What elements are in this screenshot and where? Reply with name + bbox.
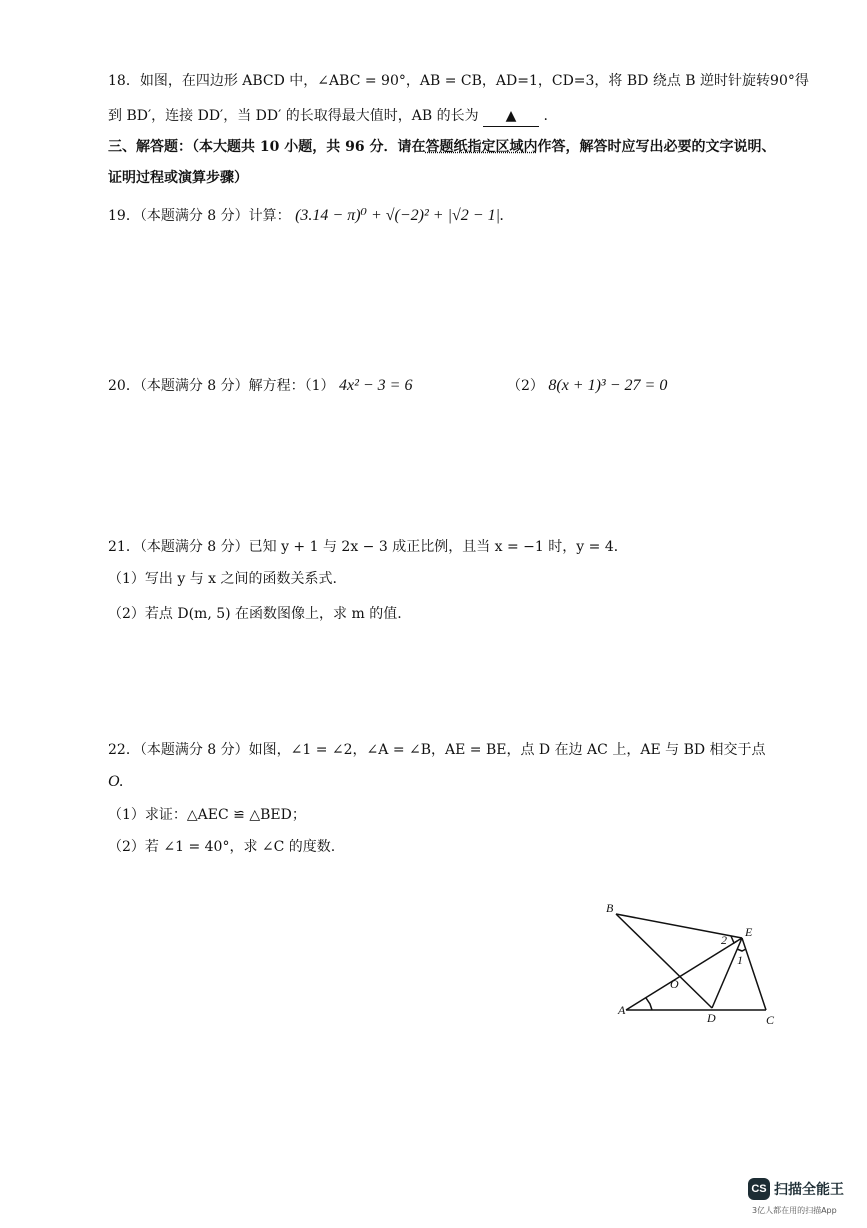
camscanner-logo: CS xyxy=(748,1178,770,1200)
q18-answer-blank: ▲ xyxy=(483,106,539,127)
label-angle-2: 2 xyxy=(721,933,727,947)
q20-equation-2: 8(x + 1)³ − 27 = 0 xyxy=(548,377,668,394)
q18-line2-end: . xyxy=(543,108,548,124)
section3-heading-line1 xyxy=(108,137,775,157)
angle-1-arc xyxy=(737,949,746,951)
label-angle-1: 1 xyxy=(737,953,743,967)
segment-BD xyxy=(616,914,712,1008)
q22-stem: 22．（本题满分 8 分）如图，∠1 = ∠2，∠A = ∠B，AE = BE，点 D 在边 AC 上，AE 与 BD 相交于点 xyxy=(108,742,766,758)
q22-stem-cont: O. xyxy=(108,773,124,790)
q20-part1 xyxy=(108,376,412,396)
q20-part2-label: （2） xyxy=(507,378,544,394)
q20-part2 xyxy=(507,376,667,396)
camscanner-app-name: 扫描全能王 xyxy=(774,1182,844,1198)
camscanner-tagline: 3亿人都在用的扫描App xyxy=(752,1206,837,1215)
section3-heading-dotted: 答题纸指定区域内 xyxy=(425,139,538,155)
label-B: B xyxy=(606,901,614,915)
label-O: O xyxy=(670,977,679,991)
label-E: E xyxy=(745,925,753,939)
q19-label: 19．（本题满分 8 分）计算： xyxy=(108,208,291,224)
angle-A-arc xyxy=(646,998,652,1010)
q21-stem: 21．（本题满分 8 分）已知 y + 1 与 2x − 3 成正比例，且当 x = −1 时，y = 4． xyxy=(108,539,628,555)
q18-line2-text: 到 BD′，连接 DD′，当 DD′ 的长取得最大值时，AB 的长为 xyxy=(108,108,479,124)
q20-equation-1: 4x² − 3 = 6 xyxy=(338,377,413,394)
q19 xyxy=(108,206,504,226)
q22-geometry-figure xyxy=(600,898,790,1028)
q22-part1: （1）求证：△AEC ≌ △BED； xyxy=(108,807,306,823)
q22-part2: （2）若 ∠1 = 40°，求 ∠C 的度数. xyxy=(108,839,336,855)
q21-part1: （1）写出 y 与 x 之间的函数关系式. xyxy=(108,571,337,587)
q20-label: 20．（本题满分 8 分）解方程：（1） xyxy=(108,378,335,394)
segment-AE xyxy=(626,938,742,1010)
label-A: A xyxy=(618,1003,626,1017)
q18-line2 xyxy=(108,106,548,127)
section3-heading-part-a: 三、解答题：（本大题共 10 小题，共 96 分．请在 xyxy=(108,139,426,155)
q21-part2: （2）若点 D(m, 5) 在函数图像上，求 m 的值. xyxy=(108,606,402,622)
q19-expression: (3.14 − π)⁰ + √(−2)² + |√2 − 1|. xyxy=(295,207,504,224)
label-D: D xyxy=(707,1011,716,1025)
label-C: C xyxy=(766,1013,775,1027)
section3-heading-line2: 证明过程或演算步骤） xyxy=(108,170,248,186)
section3-heading-part-b: 作答，解答时应写出必要的文字说明、 xyxy=(537,139,776,155)
q18-line1: 18．如图，在四边形 ABCD 中，∠ABC = 90°，AB = CB，AD=1，CD=3，将 BD 绕点 B 逆时针旋转90°得 xyxy=(108,73,809,89)
